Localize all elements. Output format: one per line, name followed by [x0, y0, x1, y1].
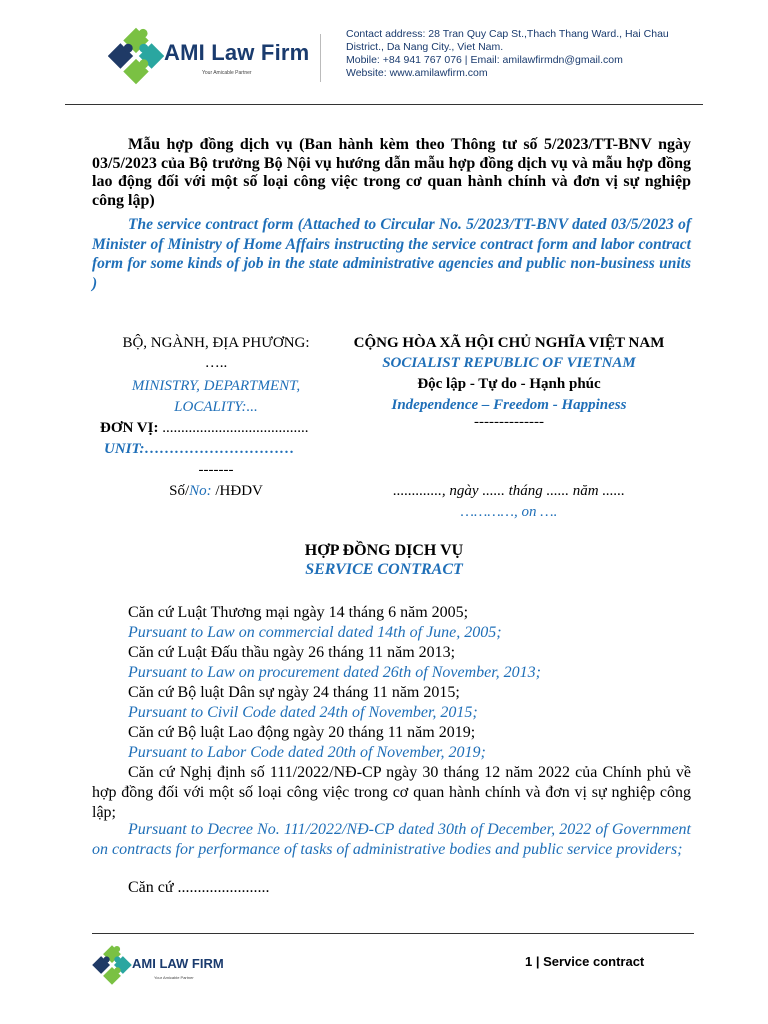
republic-en: SOCIALIST REPUBLIC OF VIETNAM	[382, 355, 636, 371]
decree-vn: Căn cứ Nghị định số 111/2022/NĐ-CP ngày 30 tháng 12 năm 2022 của Chính phủ về hợp đồng đối với một số loại công việc trong cơ quan hành chính và đơn vị sự nghiệp công lập;	[92, 764, 691, 821]
puzzle-logo-icon	[92, 944, 132, 986]
header-rule	[65, 104, 703, 105]
contact-line: Mobile: +84 941 767 076 | Email: amilawfirmdn@gmail.com	[346, 54, 623, 66]
ministry-vn-dots: …..	[204, 355, 228, 371]
intro-vietnamese: Mẫu hợp đồng dịch vụ (Ban hành kèm theo Thông tư số 5/2023/TT-BNV ngày 03/5/2023 của Bộ trưởng Bộ Nội vụ hướng dẫn mẫu hợp đồng dịch vụ và mẫu hợp đồng lao động đối với một số loại công việc trong cơ quan hành chính và đơn vị sự nghiệp công lập)	[92, 136, 691, 209]
unit-en: UNIT:…………………………	[104, 441, 295, 457]
intro-english: The service contract form (Attached to Circular No. 5/2023/TT-BNV dated 03/5/2023 of Minister of Ministry of Home Affairs instructing the service contract form and labor contract form for some kinds of job in the state administrative agencies and public non-business units )	[92, 216, 691, 292]
contract-title-vn: HỢP ĐỒNG DỊCH VỤ	[304, 542, 464, 559]
pursuant-vn: Căn cứ Bộ luật Lao động ngày 20 tháng 11 năm 2019;	[128, 724, 476, 741]
ministry-en-line2: LOCALITY:...	[174, 399, 258, 415]
pursuant-en: Pursuant to Law on commercial dated 14th of June, 2005;	[128, 624, 502, 641]
contact-line: Website: www.amilawfirm.com	[346, 67, 488, 79]
page-number: 1 | Service contract	[525, 954, 645, 969]
unit-vn-dots: .......................................	[158, 420, 309, 436]
number-en: No:	[189, 483, 212, 499]
decree-en: Pursuant to Decree No. 111/2022/NĐ-CP dated 30th of December, 2022 of Government on contracts for performance of tasks of administrative bodies and public service providers;	[92, 821, 691, 858]
footer-rule	[92, 933, 694, 934]
date-en: …………, on ….	[460, 504, 558, 520]
pursuant-placeholder: Căn cứ .......................	[128, 879, 270, 896]
logo-tagline: Your Amicable Partner	[202, 70, 252, 76]
unit-vn-label: ĐƠN VỊ:	[100, 420, 159, 436]
ministry-en-line1: MINISTRY, DEPARTMENT,	[131, 378, 301, 394]
motto-en: Independence – Freedom - Happiness	[391, 397, 627, 413]
pursuant-vn: Căn cứ Luật Thương mại ngày 14 tháng 6 năm 2005;	[128, 604, 469, 621]
left-dashes: -------	[198, 462, 234, 478]
republic-vn: CỘNG HÒA XÃ HỘI CHỦ NGHĨA VIỆT NAM	[353, 335, 665, 351]
pursuant-vn: Căn cứ Luật Đấu thầu ngày 26 tháng 11 năm 2013;	[128, 644, 456, 661]
contract-number	[88, 481, 344, 501]
footer-logo-wordmark: AMI LAW FIRM	[132, 956, 224, 971]
pursuant-en: Pursuant to Civil Code dated 24th of November, 2015;	[128, 704, 478, 721]
motto-vn: Độc lập - Tự do - Hạnh phúc	[417, 376, 601, 392]
puzzle-logo-icon	[108, 26, 164, 86]
header-logo	[108, 24, 308, 88]
number-vn: Số/	[169, 483, 190, 499]
header-divider	[320, 34, 321, 82]
right-dashes: --------------	[474, 414, 544, 430]
contact-line: District., Da Nang City., Viet Nam.	[346, 41, 504, 53]
pursuant-en: Pursuant to Law on procurement dated 26th of November, 2013;	[128, 664, 542, 681]
contact-line: Contact address: 28 Tran Quy Cap St.,Thach Thang Ward., Hai Chau	[346, 28, 669, 40]
footer-logo	[92, 944, 252, 988]
logo-wordmark: AMI Law Firm	[164, 40, 310, 65]
date-vn: ............., ngày ...... tháng ...... năm ......	[393, 483, 625, 499]
footer-logo-tagline: Your Amicable Partner	[154, 975, 194, 980]
contact-block	[346, 28, 691, 80]
number-suffix: /HĐDV	[211, 483, 263, 499]
unit-vn	[100, 418, 308, 438]
contract-title-en: SERVICE CONTRACT	[305, 561, 463, 578]
pursuant-en: Pursuant to Labor Code dated 20th of November, 2019;	[128, 744, 486, 761]
ministry-vn: BỘ, NGÀNH, ĐỊA PHƯƠNG:	[122, 335, 310, 351]
pursuant-vn: Căn cứ Bộ luật Dân sự ngày 24 tháng 11 năm 2015;	[128, 684, 460, 701]
